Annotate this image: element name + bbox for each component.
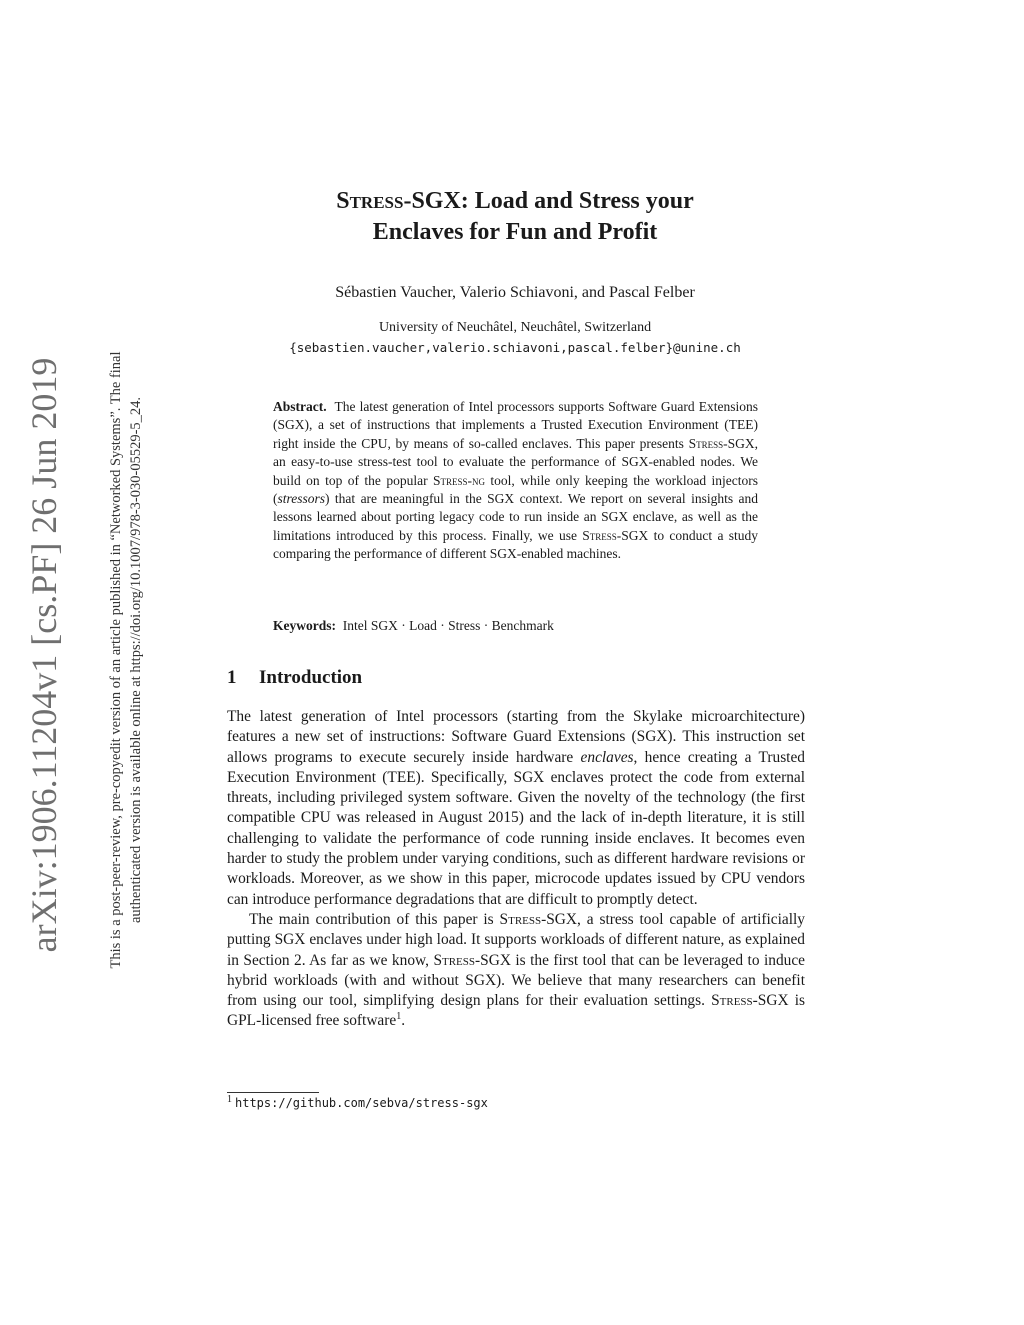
publication-note (106, 310, 146, 1010)
keywords (273, 618, 758, 634)
p1-emphasis: enclaves (580, 748, 634, 766)
title-line-1 (250, 186, 780, 217)
author-list: Sébastien Vaucher, Valerio Schiavoni, and Pascal Felber (335, 284, 695, 301)
p1-text-b: , hence creating a Trusted Execution Environment (TEE). Specifically, SGX enclaves protect the code from external threats, including privileged system software. Given the novelty of the technology (the first compatible CPU was released in August 2015) and the lack of in-depth literature, it is still challenging to validate the performance of code running inside enclaves. It becomes even harder to study the problem under varying conditions, such as different hardware revisions or workloads. Moreover, as we show in this paper, microcode updates issued by CPU vendors can introduce performance degradations that are difficult to promptly detect. (227, 748, 805, 908)
footnote-mark: 1 (227, 1094, 232, 1105)
p2-tool-name-1: Stress (499, 910, 542, 928)
keywords-text: Intel SGX · Load · Stress · Benchmark (342, 618, 554, 633)
p2-text-d: -SGX is GPL-licensed free software (227, 992, 805, 1030)
publication-note-line-2: authenticated version is available online at https://doi.org/10.1007/978-3-030-05529-5_24. (128, 396, 144, 924)
abstract-tool-name-2: Stress-ng (432, 472, 485, 488)
title-tool-name: Stress (336, 188, 404, 214)
p2-tool-name-2: Stress (433, 951, 476, 969)
abstract-text-1: The latest generation of Intel processors supports Software Guard Extensions (SGX), a set of instructions that implements a Trusted Execution Environment (TEE) right inside the CPU, by means of so-called enclaves. This paper presents (273, 399, 758, 451)
keywords-label: Keywords: (273, 618, 336, 633)
footnote (227, 1096, 805, 1111)
abstract-tool-name-3: Stress (582, 527, 617, 543)
publication-note-line-1: This is a post-peer-review, pre-copyedit version of an article published in “Networked Systems”. The final (108, 351, 124, 969)
p1-text-a: The latest generation of Intel processors (starting from the Skylake microarchitecture) features a new set of instructions: Software Guard Extensions (SGX). This instruction set allows programs to execute securely inside hardware (227, 708, 805, 766)
author-emails: {sebastien.vaucher,valerio.schiavoni,pascal.felber}@unine.ch (289, 340, 741, 355)
footnote-reference[interactable]: 1 (396, 1011, 402, 1023)
p2-text-e: . (401, 1012, 406, 1030)
abstract-text-3: tool, while only keeping the workload injectors ( (273, 472, 758, 507)
abstract-label: Abstract. (273, 399, 327, 414)
title-line-1-rest: -SGX: Load and Stress your (403, 188, 694, 214)
paragraph-2 (227, 910, 805, 1032)
footnote-url[interactable]: https://github.com/sebva/stress-sgx (235, 1096, 488, 1110)
title-line-2: Enclaves for Fun and Profit (372, 219, 658, 245)
section-body (227, 707, 805, 1032)
footnote-rule (227, 1092, 319, 1093)
abstract-text-2: -SGX, an easy-to-use stress-test tool to evaluate the performance of SGX-enabled nodes. We build on top of the popular (273, 435, 758, 488)
abstract (273, 398, 758, 564)
abstract-text-5: -SGX to conduct a study comparing the performance of different SGX-enabled machines. (273, 527, 758, 562)
arxiv-identifier: arXiv:1906.11204v1 [cs.PF] 26 Jun 2019 (24, 357, 64, 953)
p2-text-b: -SGX, a stress tool capable of artificially putting SGX enclaves under high load. It supports workloads of different nature, as explained in Section 2. As far as we know, (227, 910, 805, 969)
abstract-emphasis: stressors (277, 491, 326, 507)
p2-text-a: The main contribution of this paper is (249, 910, 500, 928)
paragraph-1 (227, 707, 805, 910)
p2-tool-name-3: Stress (711, 992, 753, 1010)
paper-title (250, 186, 780, 248)
abstract-tool-name-1: Stress (688, 435, 724, 451)
section-number: 1 (227, 667, 237, 688)
section-title: Introduction (259, 667, 363, 688)
affiliation: University of Neuchâtel, Neuchâtel, Switzerland (378, 320, 652, 335)
p2-text-c: -SGX is the first tool that can be leveraged to induce hybrid workloads (with and without SGX). We believe that many researchers can benefit from using our tool, simplifying design plans for their evaluation settings. (227, 951, 805, 1010)
abstract-text-4: ) that are meaningful in the SGX context. We report on several insights and lessons learned about porting legacy code to run inside an SGX enclave, as well as the limitations introduced by this process. Finally, we use (273, 491, 758, 543)
affiliation-block (240, 318, 790, 358)
section-heading (227, 667, 787, 689)
